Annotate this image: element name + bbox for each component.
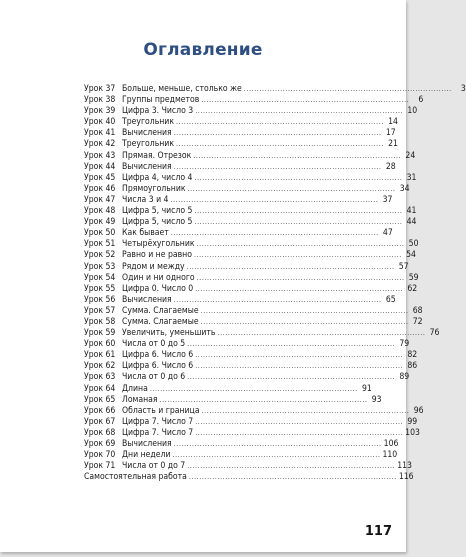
toc-dot-leader: ................................................................................ <box>194 218 403 227</box>
toc-dot-leader: ................................................................................ <box>201 96 410 105</box>
toc-lesson-number: Урок 67 <box>84 416 116 427</box>
toc-entry <box>84 84 466 95</box>
toc-lesson-number: Урок 46 <box>84 183 116 194</box>
toc-dot-leader: ................................................................................ <box>200 317 409 326</box>
toc-entry <box>84 272 419 284</box>
toc-lesson-title: Треугольник <box>122 139 175 150</box>
toc-dot-leader: ................................................................................ <box>195 428 404 437</box>
toc-lesson-number: Урок 60 <box>84 339 116 350</box>
toc-lesson-title: Цифра 0. Число 0 <box>122 283 194 294</box>
toc-page-number: 6 <box>418 95 424 106</box>
toc-lesson-number: Урок 51 <box>84 239 116 250</box>
toc-dot-leader: ................................................................................ <box>193 251 402 260</box>
toc-lesson-number: Урок 47 <box>84 194 116 205</box>
toc-lesson-title: Больше, меньше, столько же <box>122 84 242 94</box>
toc-lesson-title: Прямая. Отрезок <box>122 150 192 161</box>
toc-lesson-number: Урок 66 <box>84 405 116 416</box>
toc-page-number: 103 <box>405 427 420 438</box>
toc-entry <box>84 194 393 206</box>
toc-entry <box>84 250 416 261</box>
toc-dot-leader: ................................................................................ <box>173 440 382 448</box>
toc-entry <box>84 472 414 483</box>
toc-lesson-number: Урок 48 <box>84 206 116 217</box>
toc-lesson-number: Урок 70 <box>84 450 116 461</box>
toc-page-number: 24 <box>405 150 416 161</box>
toc-lesson-title: Равно и не равно <box>122 250 192 261</box>
toc-entry <box>84 461 412 472</box>
toc-page-number: 54 <box>406 250 416 261</box>
toc-entry <box>84 239 419 250</box>
toc-page-number: 86 <box>407 361 418 372</box>
toc-page-number: 96 <box>413 405 424 416</box>
page-title: Оглавление <box>143 40 263 60</box>
toc-dot-leader: ................................................................................ <box>200 306 409 315</box>
toc-lesson-title: Четырёхугольник <box>122 239 195 250</box>
toc-page-number: 65 <box>385 294 396 305</box>
toc-lesson-number: Урок 49 <box>84 217 116 228</box>
toc-dot-leader: ................................................................................ <box>149 384 358 393</box>
toc-lesson-title: Числа от 0 до 6 <box>122 372 186 383</box>
toc-lesson-title: Увеличить, уменьшить <box>122 328 216 339</box>
toc-entry <box>84 172 417 184</box>
toc-entry <box>84 139 398 150</box>
toc-dot-leader: ................................................................................ <box>196 273 405 282</box>
toc-lesson-title: Цифра 7. Число 7 <box>122 427 194 438</box>
toc-lesson-title: Группы предметов <box>122 95 200 106</box>
toc-lesson-title: Сумма. Слагаемые <box>122 305 199 316</box>
toc-lesson-number: Урок 50 <box>84 228 116 239</box>
toc-lesson-title: Вычисления <box>122 161 172 172</box>
toc-entry <box>84 316 423 328</box>
toc-entry <box>84 427 420 439</box>
toc-page-number: 17 <box>385 128 396 139</box>
toc-lesson-title: Числа от 0 до 5 <box>122 339 186 350</box>
toc-page-number: 28 <box>385 161 396 172</box>
toc-lesson-number: Урок 62 <box>84 361 116 372</box>
toc-lesson-number: Урок 45 <box>84 172 116 183</box>
toc-page-number: 41 <box>406 206 417 217</box>
toc-entry <box>84 350 418 361</box>
toc-dot-leader: ................................................................................ <box>195 362 404 371</box>
toc-page-number: 82 <box>407 350 418 361</box>
toc-dot-leader: ................................................................................ <box>195 351 404 360</box>
toc-lesson-title: Цифра 6. Число 6 <box>122 350 194 361</box>
toc-lesson-title: Числа 3 и 4 <box>122 194 169 205</box>
toc-dot-leader: ................................................................................ <box>195 284 404 293</box>
toc-lesson-title: Цифра 5, число 5 <box>122 217 193 228</box>
toc-dot-leader: ................................................................................ <box>194 173 403 182</box>
toc-page-number: 79 <box>399 339 410 350</box>
toc-page-number: 99 <box>407 416 418 427</box>
toc-lesson-title: Рядом и между <box>122 261 185 272</box>
toc-entry <box>84 261 409 273</box>
toc-lesson-title: Цифра 6. Число 6 <box>122 361 194 372</box>
toc-dot-leader: ................................................................................ <box>176 118 384 127</box>
toc-page-number: 93 <box>371 394 382 405</box>
toc-entry <box>84 206 417 217</box>
toc-lesson-number: Урок 41 <box>84 128 116 139</box>
toc-dot-leader: ................................................................................ <box>187 184 396 193</box>
toc-lesson-title: Как бывает <box>122 228 169 239</box>
toc-page-number: 50 <box>408 239 419 250</box>
toc-page-number: 57 <box>398 261 409 272</box>
toc-lesson-title: Числа от 0 до 7 <box>122 461 186 472</box>
toc-lesson-number: Урок 61 <box>84 350 116 361</box>
toc-lesson-number: Урок 37 <box>84 84 116 94</box>
toc-dot-leader: ................................................................................ <box>159 395 368 404</box>
toc-page-number: 62 <box>407 283 418 294</box>
toc-lesson-number: Урок 38 <box>84 95 116 106</box>
toc-page-number: 68 <box>412 305 423 316</box>
toc-dot-leader: ................................................................................ <box>187 462 396 471</box>
toc-dot-leader: ................................................................................ <box>170 195 379 204</box>
toc-page-number: 37 <box>382 194 393 205</box>
toc-entry <box>84 150 416 162</box>
toc-lesson-title: Ломаная <box>122 394 158 405</box>
toc-entry <box>84 95 424 106</box>
toc-dot-leader: ................................................................................ <box>173 295 382 304</box>
toc-lesson-title: Сумма. Слагаемые <box>122 316 199 327</box>
toc-page-number: 3 <box>460 84 466 94</box>
toc-dot-leader: ................................................................................ <box>188 473 397 482</box>
toc-dot-leader: ................................................................................ <box>201 406 410 415</box>
toc-entry <box>84 450 398 461</box>
toc-page-number: 72 <box>412 316 423 327</box>
toc-dot-leader: ................................................................................ <box>187 373 396 382</box>
toc-lesson-number: Урок 56 <box>84 294 116 305</box>
toc-page-number: 110 <box>382 450 398 461</box>
toc-lesson-title: Вычисления <box>122 439 172 449</box>
toc-dot-leader: ................................................................................ <box>196 240 405 249</box>
toc-lesson-title: Вычисления <box>122 128 172 139</box>
toc-entry <box>84 361 418 372</box>
toc-lesson-number: Урок 40 <box>84 117 116 128</box>
toc-dot-leader: ................................................................................ <box>195 417 404 426</box>
toc-entry <box>84 117 398 128</box>
toc-lesson-title: Самостоятельная работа <box>84 472 187 483</box>
toc-entry <box>84 405 424 417</box>
toc-entry <box>84 161 396 173</box>
toc-page-number: 31 <box>406 172 417 183</box>
toc-lesson-number: Урок 69 <box>84 439 116 449</box>
toc-lesson-number: Урок 53 <box>84 261 116 272</box>
toc-page-number: 113 <box>397 461 412 472</box>
toc-lesson-number: Урок 58 <box>84 316 116 327</box>
toc-lesson-title: Один и ни одного <box>122 272 195 283</box>
toc-lesson-number: Урок 52 <box>84 250 116 261</box>
toc-lesson-title: Область и граница <box>122 405 200 416</box>
toc-dot-leader: ................................................................................ <box>173 162 382 171</box>
toc-entry <box>84 305 423 317</box>
toc-lesson-number: Урок 64 <box>84 383 116 394</box>
toc-page-number: 106 <box>383 439 399 449</box>
toc-dot-leader: ................................................................................ <box>243 85 452 93</box>
toc-entry <box>84 228 393 239</box>
toc-page-number: 34 <box>399 183 410 194</box>
toc-page-number: 44 <box>406 217 417 228</box>
toc-lesson-number: Урок 59 <box>84 328 116 339</box>
toc-lesson-number: Урок 71 <box>84 461 116 472</box>
toc-entry <box>84 283 418 295</box>
toc-page-number: 59 <box>408 272 419 283</box>
toc-lesson-number: Урок 43 <box>84 150 116 161</box>
toc-entry <box>84 383 372 395</box>
toc-lesson-number: Урок 63 <box>84 372 116 383</box>
toc-lesson-title: Прямоугольник <box>122 183 186 194</box>
toc-dot-leader: ................................................................................ <box>217 329 426 338</box>
toc-page-number: 47 <box>382 228 393 239</box>
toc-entry <box>84 339 410 350</box>
toc-entry <box>84 183 410 195</box>
toc-lesson-number: Урок 39 <box>84 106 116 117</box>
toc-lesson-title: Треугольник <box>122 117 175 128</box>
toc-page-number: 91 <box>361 383 372 394</box>
toc-lesson-number: Урок 57 <box>84 305 116 316</box>
toc-lesson-number: Урок 54 <box>84 272 116 283</box>
toc-entry <box>84 394 382 406</box>
toc-lesson-title: Цифра 3. Число 3 <box>122 106 194 117</box>
toc-lesson-number: Урок 44 <box>84 161 116 172</box>
page-number: 117 <box>364 524 392 539</box>
toc-dot-leader: ................................................................................ <box>193 151 402 160</box>
toc-entry <box>84 106 418 117</box>
toc-dot-leader: ................................................................................ <box>173 129 382 138</box>
toc-dot-leader: ................................................................................ <box>187 340 396 349</box>
toc-page-number: 89 <box>399 372 410 383</box>
toc-page-number: 10 <box>407 106 418 117</box>
toc-entry <box>84 372 410 383</box>
toc-dot-leader: ................................................................................ <box>186 262 395 271</box>
toc-dot-leader: ................................................................................ <box>195 107 404 116</box>
toc-dot-leader: ................................................................................ <box>176 140 384 149</box>
toc-dot-leader: ................................................................................ <box>172 451 381 460</box>
toc-entry <box>84 328 440 339</box>
toc-lesson-number: Урок 65 <box>84 394 116 405</box>
toc-lesson-number: Урок 68 <box>84 427 116 438</box>
toc-lesson-title: Вычисления <box>122 294 172 305</box>
toc-lesson-number: Урок 42 <box>84 139 116 150</box>
toc-entry <box>84 416 418 428</box>
toc-page-number: 76 <box>429 328 440 339</box>
toc-lesson-title: Цифра 5, число 5 <box>122 206 193 217</box>
toc-page-number: 14 <box>388 117 398 128</box>
table-of-contents <box>84 84 466 483</box>
toc-lesson-title: Длина <box>122 383 148 394</box>
toc-page-number: 21 <box>388 139 398 150</box>
toc-lesson-title: Дни недели <box>122 450 171 461</box>
toc-lesson-title: Цифра 7. Число 7 <box>122 416 194 427</box>
toc-entry <box>84 294 396 306</box>
toc-lesson-title: Цифра 4, число 4 <box>122 172 193 183</box>
toc-dot-leader: ................................................................................ <box>170 229 379 238</box>
toc-dot-leader: ................................................................................ <box>194 207 403 216</box>
toc-entry <box>84 128 396 139</box>
toc-page-number: 116 <box>398 472 414 483</box>
toc-entry <box>84 439 399 450</box>
toc-entry <box>84 217 417 228</box>
toc-lesson-number: Урок 55 <box>84 283 116 294</box>
